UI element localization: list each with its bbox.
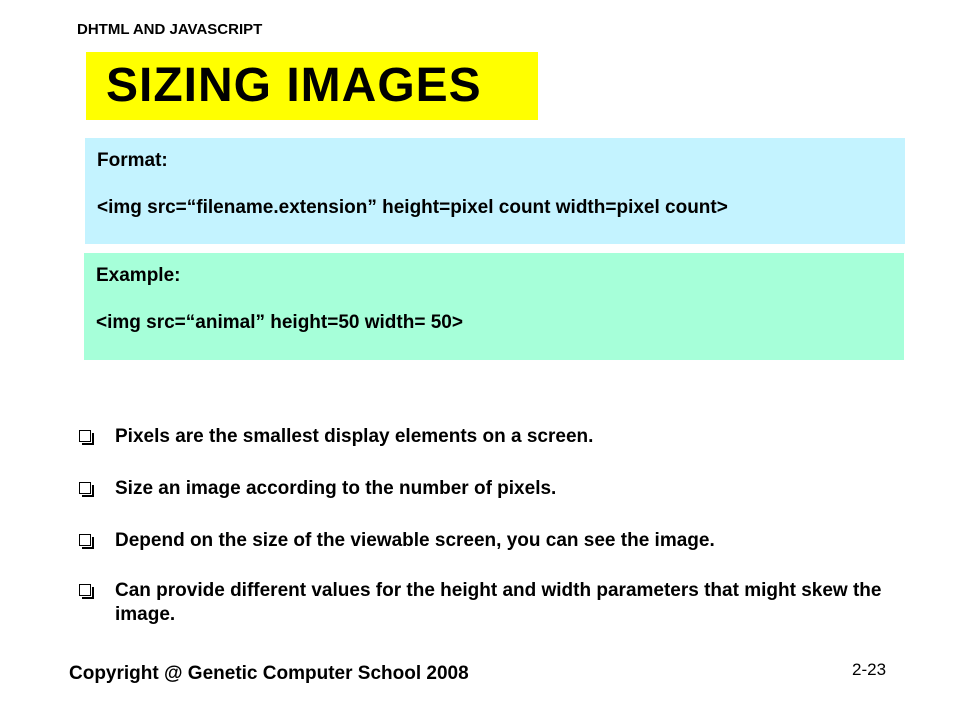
checkbox-bullet-icon [79,534,91,546]
checkbox-bullet-icon [79,482,91,494]
bullet-text: Pixels are the smallest display elements on a screen. [115,426,594,447]
page-number: 2-23 [852,660,887,679]
header-label: DHTML AND JAVASCRIPT [77,21,263,38]
bullet-text: Can provide different values for the height and width parameters that might skew the image. [115,580,882,625]
title-banner [86,52,538,120]
checkbox-bullet-icon [79,430,91,442]
example-box [84,253,904,360]
format-box [85,138,905,244]
footer-copyright: Copyright @ Genetic Computer School 2008 [69,663,469,684]
bullet-text: Size an image according to the number of pixels. [115,478,557,499]
example-label: Example: [96,265,181,286]
checkbox-bullet-icon [79,584,91,596]
example-code: <img src=“animal” height=50 width= 50> [96,312,463,333]
format-label: Format: [97,150,168,171]
format-code: <img src=“filename.extension” height=pixel count width=pixel count> [97,197,728,218]
bullet-text: Depend on the size of the viewable screen, you can see the image. [115,530,715,551]
slide-title: SIZING IMAGES [106,59,482,112]
